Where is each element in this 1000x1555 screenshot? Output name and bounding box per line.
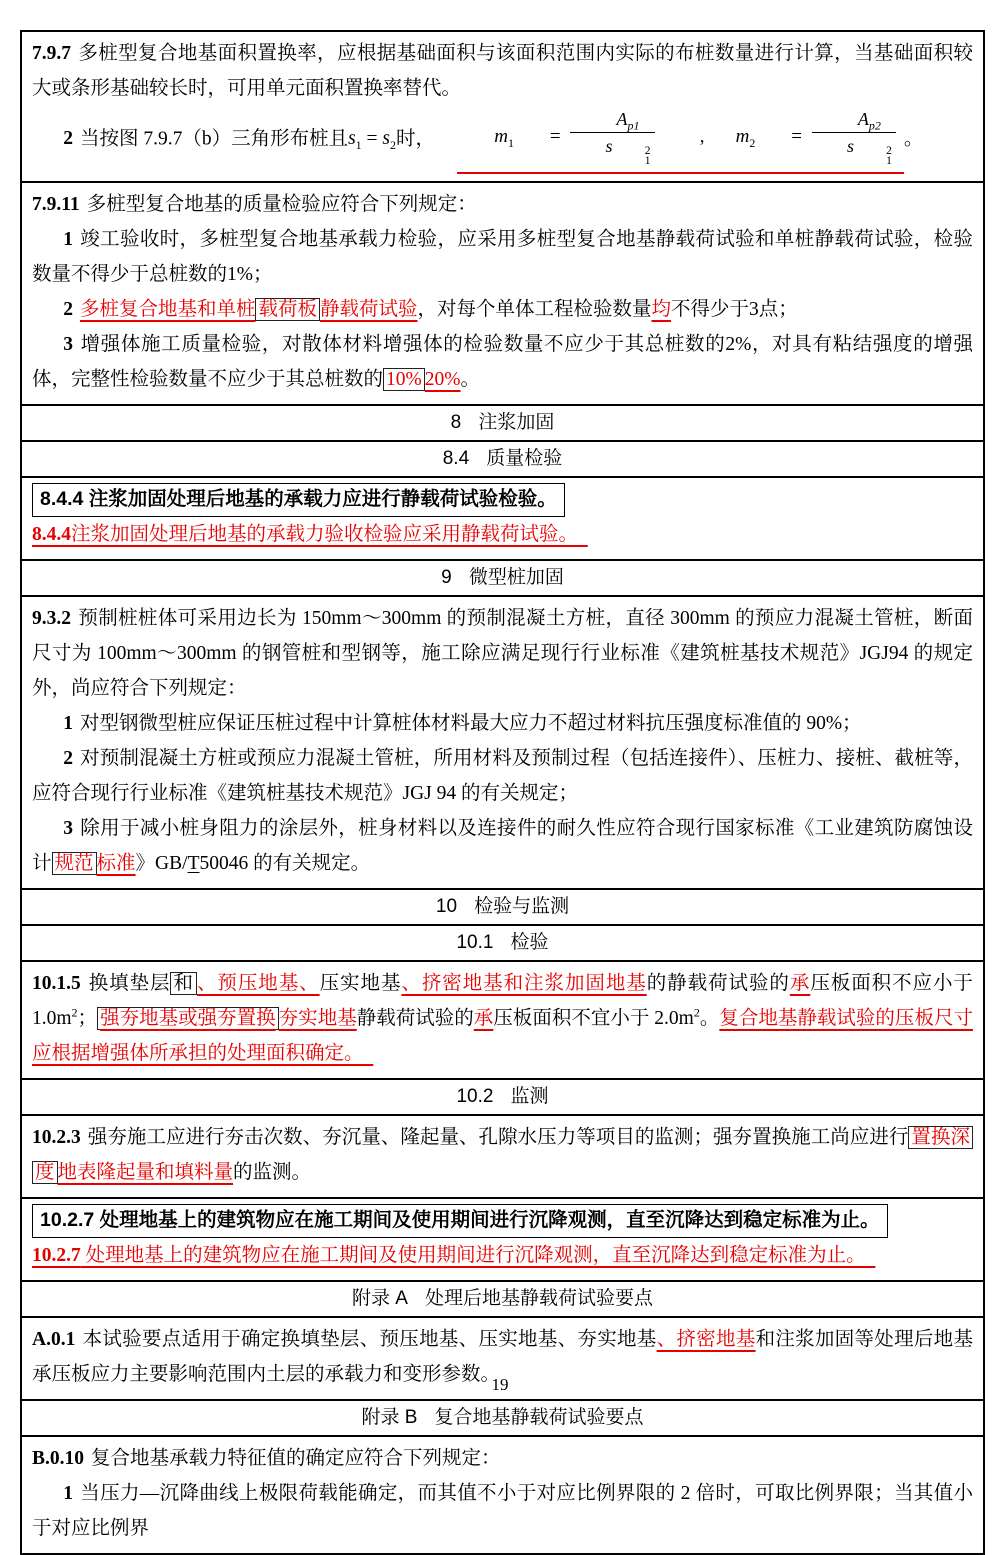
- text-run: 当按图 7.9.7（b）三角形布桩且: [79, 128, 349, 150]
- text-run: 除用于减小桩身阻力的涂层外，桩身材料以及连接件的耐久性应符合现行国家标准《工业建筑防腐蚀设计: [32, 818, 973, 874]
- clause-number: 7.9.7: [32, 43, 71, 64]
- chapter-10-heading: [22, 888, 983, 924]
- math-variable: [382, 128, 397, 153]
- math-symbol: m: [494, 125, 508, 147]
- heading-number: 附录 B: [361, 1407, 418, 1428]
- stacked-sup-sub: [614, 146, 651, 166]
- math-symbol: s: [348, 128, 356, 150]
- text-run: 压板面积不宜小于 2.0m: [493, 1008, 694, 1029]
- page-number: 19: [491, 1375, 509, 1394]
- heading-title: 微型桩加固: [468, 567, 564, 588]
- text-run: 和注浆加固等处理后地基承压板应力主要影响范围内土层的承载力和变形参数。: [32, 1329, 973, 1385]
- text-run: 本试验要点适用于确定换填垫层、预压地基、压实地基、夯实地基: [82, 1329, 657, 1350]
- section-b-0-10: [22, 1435, 983, 1553]
- paragraph: [32, 327, 973, 397]
- heading-number: 10.2: [456, 1086, 494, 1107]
- formula-comma: ,: [699, 125, 705, 147]
- math-subscript: 1: [355, 138, 362, 153]
- math-subscript: 1: [507, 135, 514, 150]
- inserted-text: 承: [473, 1008, 494, 1029]
- paragraph: [32, 1238, 973, 1273]
- superscript: 2: [886, 145, 892, 157]
- paragraph: [32, 706, 973, 741]
- paragraph: [32, 292, 973, 327]
- text-run: 。: [460, 369, 481, 390]
- heading-number: 9: [441, 567, 452, 588]
- paragraph: [32, 187, 973, 222]
- text-run: ，对每个单体工程检验数量: [417, 299, 652, 320]
- paragraph: [32, 966, 973, 1071]
- math-subscript: 2: [390, 138, 397, 153]
- heading-title: 检验: [510, 932, 549, 953]
- math-symbol: s: [382, 128, 391, 150]
- equals-sign: =: [545, 125, 566, 147]
- text-run: 静载荷试验的: [356, 1008, 474, 1029]
- clause-number: 2: [63, 299, 73, 320]
- inserted-text: 地表隆起量和填料量: [57, 1162, 234, 1183]
- chapter-9-heading: [22, 559, 983, 595]
- formula-m1: [457, 106, 662, 174]
- inserted-text: 、挤密地基和注浆加固地基: [401, 973, 647, 994]
- superscript: 2: [71, 1005, 78, 1020]
- boxed-inserted-text: 强夯地基或强夯置换: [97, 1007, 279, 1030]
- paragraph: [32, 222, 973, 292]
- inserted-text: 多桩复合地基和单桩: [79, 299, 256, 320]
- text-run: 的静载荷试验的: [646, 973, 790, 994]
- math-variable: [463, 119, 514, 154]
- inserted-clause-number: 10.2.7: [32, 1245, 81, 1266]
- math-subscript: 2: [749, 135, 756, 150]
- boxed-revision: 10%: [383, 368, 425, 391]
- subscript: 1: [886, 155, 892, 167]
- math-subscript: p1: [627, 118, 640, 133]
- fraction-numerator: [824, 108, 884, 132]
- heading-title: 监测: [510, 1086, 549, 1107]
- text-run: 多桩型复合地基面积置换率，应根据基础面积与该面积范围内实际的布桩数量进行计算，当基础面积较大或条形基础较长时，可用单元面积置换率替代。: [32, 43, 973, 99]
- underlined-text: T: [187, 853, 200, 874]
- paragraph: [32, 1476, 973, 1546]
- chapter-8-heading: [22, 404, 983, 440]
- inserted-text: 、预压地基、: [196, 973, 320, 994]
- section-9-3-2: [22, 595, 983, 888]
- fraction: [812, 108, 896, 167]
- clause-number: 1: [63, 1483, 73, 1504]
- paragraph: [32, 36, 973, 106]
- clause-number: 10.2.3: [32, 1127, 81, 1148]
- heading-title: 注浆加固: [478, 412, 555, 433]
- clause-number: 10.1.5: [32, 973, 81, 994]
- revision-table: [20, 30, 985, 1555]
- math-symbol: s: [605, 136, 613, 156]
- paragraph: [32, 482, 973, 517]
- inserted-text: 承: [789, 973, 811, 994]
- math-symbol: A: [616, 109, 628, 129]
- boxed-clause: 10.2.7 处理地基上的建筑物应在施工期间及使用期间进行沉降观测，直至沉降达到稳定标准为止。: [32, 1204, 888, 1238]
- boxed-revision: 载荷板: [255, 298, 320, 321]
- formula-m2: [663, 106, 904, 174]
- paragraph: [32, 1203, 973, 1238]
- paragraph: [32, 1120, 973, 1190]
- fraction-numerator: [582, 108, 642, 132]
- inserted-text: 标准: [96, 853, 136, 874]
- text-run: 当压力—沉降曲线上极限荷载能确定，而其值不小于对应比例界限的 2 倍时，可取比例界限；当其值小于对应比例界: [32, 1483, 973, 1539]
- math-variable: [704, 119, 755, 154]
- text-run: 对预制混凝土方桩或预应力混凝土管桩，所用材料及预制过程（包括连接件）、压桩力、接桩、截桩等，应符合现行行业标准《建筑桩基技术规范》JGJ 94 的有关规定；: [32, 748, 973, 804]
- heading-number: 8.4: [442, 448, 470, 469]
- clause-number: 3: [63, 818, 73, 839]
- text-run: 竣工验收时，多桩型复合地基承载力检验，应采用多桩型复合地基静载荷试验和单桩静载荷试验，检验数量不得少于总桩数的1%；: [32, 229, 973, 285]
- paragraph: [32, 106, 973, 174]
- paragraph: [32, 517, 973, 552]
- equals-sign: =: [786, 125, 807, 147]
- inserted-text: 复合地基静载试验的压板尺寸应根据增强体所承担的处理面积确定。: [32, 1008, 973, 1064]
- paragraph: [32, 811, 973, 881]
- inserted-text: 均: [651, 299, 672, 320]
- fraction-denominator: [570, 132, 654, 167]
- heading-title: 处理后地基静载荷试验要点: [425, 1288, 654, 1309]
- text-run: 》GB/: [135, 853, 188, 874]
- fraction-denominator: [812, 132, 896, 167]
- clause-number: 1: [63, 713, 73, 734]
- text-run: 的监测。: [233, 1162, 312, 1183]
- math-symbol: A: [857, 109, 869, 129]
- text-run: 压实地基: [319, 973, 402, 994]
- text-run: 增强体施工质量检验，对散体材料增强体的检验数量不应少于其总桩数的2%，对具有粘结强度的增强体，完整性检验数量不应少于其总桩数的: [32, 334, 973, 390]
- text-run: 复合地基承载力特征值的确定应符合下列规定：: [91, 1448, 501, 1469]
- inserted-text: 注浆加固处理后地基的承载力验收检验应采用静载荷试验。: [71, 524, 588, 545]
- text-run: 对型钢微型桩应保证压桩过程中计算桩体材料最大应力不超过材料抗压强度标准值的 90%；: [79, 713, 862, 734]
- paragraph: [32, 741, 973, 811]
- section-7-9-11: [22, 181, 983, 404]
- appendix-b-heading: [22, 1399, 983, 1435]
- text-run: 强夯施工应进行夯击次数、夯沉量、隆起量、孔隙水压力等项目的监测；强夯置换施工尚应进行: [87, 1127, 909, 1148]
- clause-number: B.0.10: [32, 1448, 85, 1469]
- superscript: 2: [644, 145, 651, 157]
- math-variable: [348, 128, 362, 153]
- inserted-clause-number: 8.4.4: [32, 524, 71, 545]
- text-run: 。: [699, 1008, 720, 1029]
- text-run: 50046 的有关规定。: [199, 853, 371, 874]
- section-10-2-heading: [22, 1078, 983, 1114]
- text-run: 时，: [396, 128, 436, 150]
- clause-number: 2: [63, 748, 73, 769]
- boxed-deleted-text: 和: [170, 972, 196, 995]
- math-symbol: s: [846, 136, 854, 156]
- clause-number: 1: [63, 229, 73, 250]
- stacked-sup-sub: [855, 146, 892, 166]
- inserted-text: 夯实地基: [278, 1008, 357, 1029]
- heading-number: 10: [435, 896, 458, 917]
- text-run: ；: [77, 1008, 98, 1029]
- fraction: [570, 108, 654, 167]
- math-subscript: p2: [868, 118, 881, 133]
- subscript: 1: [644, 155, 651, 167]
- clause-number: A.0.1: [32, 1329, 76, 1350]
- text-run: 。: [903, 128, 924, 150]
- clause-number: 9.3.2: [32, 608, 71, 629]
- boxed-revision: 规范: [52, 852, 97, 875]
- section-7-9-7: [22, 32, 983, 181]
- boxed-revision: 置换深度: [32, 1126, 973, 1184]
- inserted-text: 静载荷试验: [319, 299, 418, 320]
- inserted-text: 处理地基上的建筑物应在施工期间及使用期间进行沉降观测，直至沉降达到稳定标准为止。: [80, 1245, 876, 1266]
- clause-number: 2: [63, 128, 73, 150]
- text-run: 多桩型复合地基的质量检验应符合下列规定：: [86, 194, 477, 215]
- text-run: 压板面积不应小于 1.0m: [32, 973, 973, 1029]
- section-8-4-4: [22, 476, 983, 559]
- section-8-4-heading: [22, 440, 983, 476]
- clause-number: 7.9.11: [32, 194, 80, 215]
- clause-number: 3: [63, 334, 73, 355]
- heading-title: 检验与监测: [474, 896, 570, 917]
- heading-number: 附录 A: [351, 1288, 408, 1309]
- appendix-a-heading: [22, 1280, 983, 1316]
- math-symbol: m: [735, 125, 750, 147]
- inserted-text: 20%: [424, 369, 461, 390]
- boxed-clause: 8.4.4 注浆加固处理后地基的承载力应进行静载荷试验检验。: [32, 483, 565, 517]
- section-10-2-7: [22, 1197, 983, 1280]
- text-run: 预制桩桩体可采用边长为 150mm～300mm 的预制混凝土方桩，直径 300mm 的预应力混凝土管桩，断面尺寸为 100mm～300mm 的钢管桩和型钢等，施工除应满足现行行业标准《建筑桩基技术规范》JGJ94 的规定外，尚应符合下列规定：: [32, 608, 973, 699]
- heading-title: 复合地基静载荷试验要点: [434, 1407, 644, 1428]
- heading-title: 质量检验: [486, 448, 563, 469]
- paragraph: [32, 601, 973, 706]
- text-run: =: [361, 128, 383, 150]
- text-run: 不得少于3点；: [671, 299, 798, 320]
- inserted-text: 、挤密地基: [656, 1329, 756, 1350]
- text-run: 换填垫层: [87, 973, 171, 994]
- heading-number: 8: [450, 412, 462, 433]
- heading-number: 10.1: [456, 932, 494, 953]
- section-10-2-3: [22, 1114, 983, 1197]
- superscript: 2: [693, 1005, 700, 1020]
- paragraph: [32, 1441, 973, 1476]
- section-10-1-5: [22, 960, 983, 1078]
- section-10-1-heading: [22, 924, 983, 960]
